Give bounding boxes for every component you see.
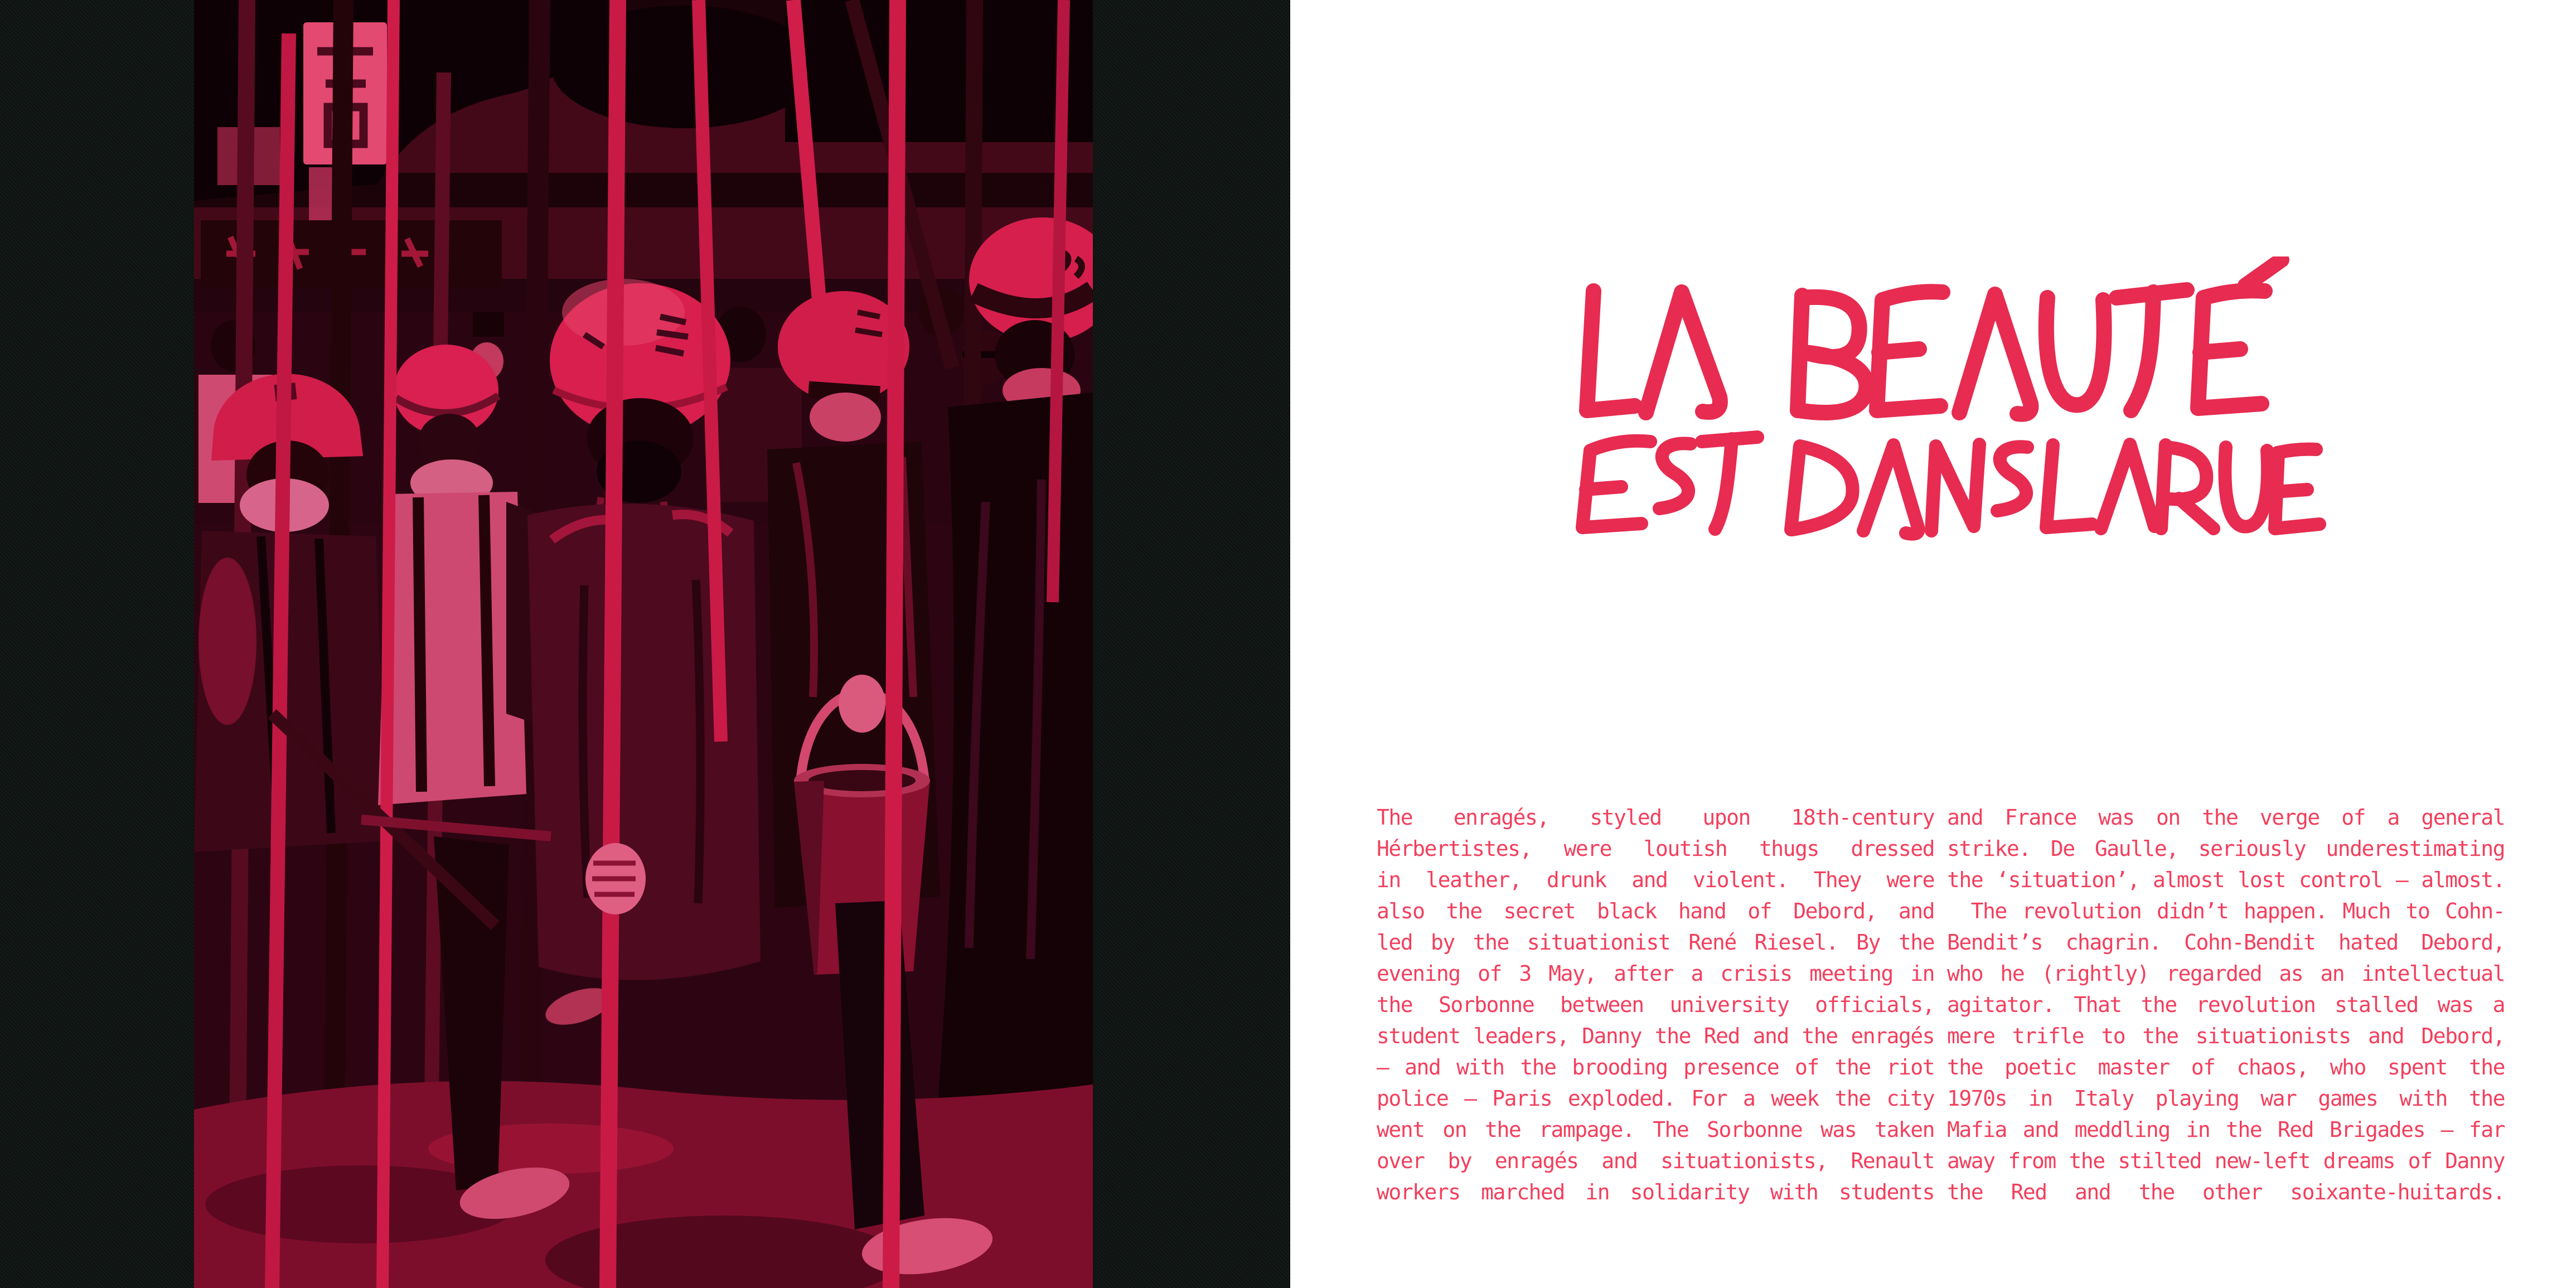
text-line: in leather, drunk and violent. They were (1377, 868, 1934, 892)
text-line: mere trifle to the situationists and Debord, (1947, 1024, 2505, 1048)
title-line-1 (1587, 260, 2282, 414)
text-line: workers marched in solidarity with students (1377, 1180, 1934, 1204)
text-line: the poetic master of chaos, who spent the (1947, 1055, 2505, 1079)
text-line: also the secret black hand of Debord, and (1377, 899, 1934, 923)
protest-photo (194, 0, 1093, 1288)
handwritten-title (1550, 256, 2331, 546)
text-line: evening of 3 May, after a crisis meeting in (1377, 961, 1934, 986)
text-line: 1970s in Italy playing war games with the (1947, 1086, 2505, 1111)
title-line-2 (1582, 437, 2320, 534)
text-line: The revolution didn’t happen. Much to Cohn- (1970, 899, 2505, 923)
text-line: over by enragés and situationists, Renault (1377, 1149, 1934, 1173)
text-line: away from the stilted new-left dreams of Danny (1947, 1149, 2505, 1173)
text-line: police — Paris exploded. For a week the city (1377, 1086, 1934, 1111)
text-line: went on the rampage. The Sorbonne was taken (1377, 1117, 1934, 1142)
text-line: and France was on the verge of a general (1947, 805, 2505, 830)
text-line: The enragés, styled upon 18th-century (1377, 805, 1934, 830)
hand (839, 675, 885, 733)
text-line: student leaders, Danny the Red and the enragés (1377, 1024, 1934, 1048)
text-line: who he (rightly) regarded as an intellectual (1947, 961, 2505, 986)
accent-aigu (2245, 260, 2282, 285)
text-line: Hérbertistes, were loutish thugs dressed (1377, 836, 1934, 861)
text-line: Bendit’s chagrin. Cohn-Bendit hated Debord, (1947, 930, 2505, 955)
text-line: the Sorbonne between university officials, (1377, 992, 1934, 1017)
text-line: Mafia and meddling in the Red Brigades — far (1947, 1117, 2505, 1142)
body-column-right (1947, 802, 2505, 1208)
text-line: the ‘situation’, almost lost control — almost. (1947, 868, 2505, 892)
text-line: agitator. That the revolution stalled was a (1947, 992, 2505, 1017)
text-line: — and with the brooding presence of the riot (1377, 1055, 1934, 1079)
text-line: strike. De Gaulle, seriously underestimating (1947, 836, 2505, 861)
body-column-left (1377, 802, 1934, 1208)
face-mask (810, 393, 881, 442)
text-line: the Red and the other soixante-huitards. (1947, 1180, 2505, 1204)
text-line: led by the situationist René Riesel. By the (1377, 930, 1934, 955)
